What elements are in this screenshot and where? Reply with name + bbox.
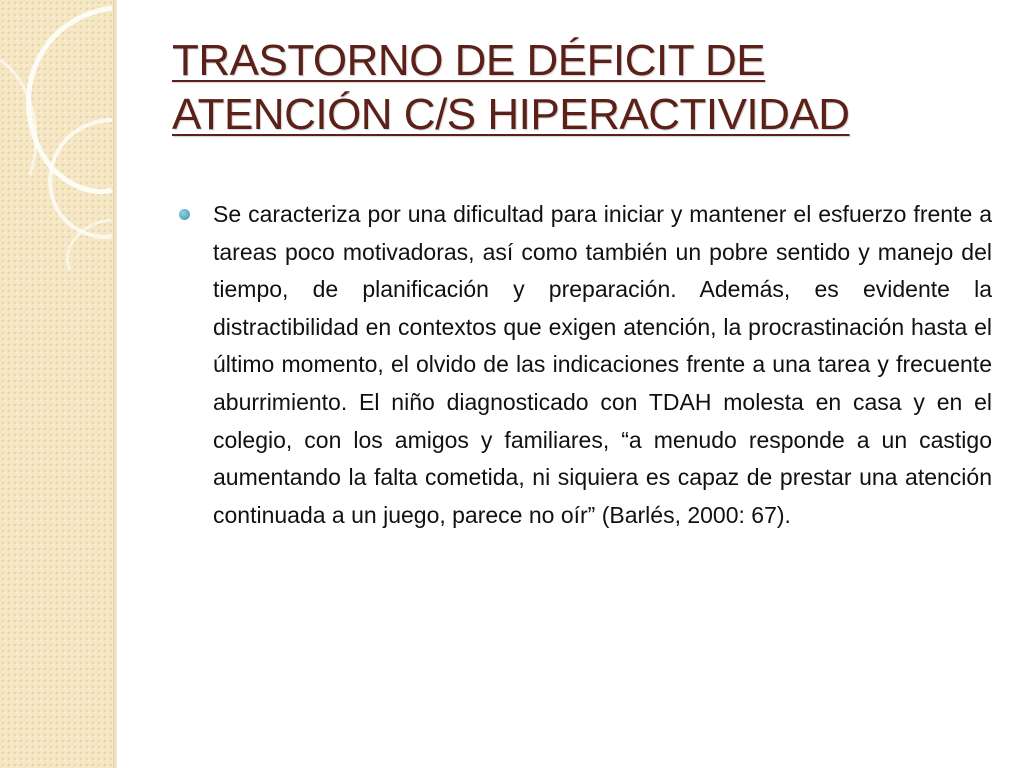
- decorative-swirl-graphic: [0, 0, 117, 768]
- slide-title-line-1: TRASTORNO DE DÉFICIT DE: [172, 36, 766, 85]
- slide-title: [172, 34, 1002, 142]
- slide-body: [176, 196, 992, 534]
- bullet-dot-icon: [179, 209, 190, 220]
- bullet-text: Se caracteriza por una dificultad para iniciar y mantener el esfuerzo frente a tareas poco motivadoras, así como también un pobre sentido y manejo del tiempo, de planificación y preparación. Además, es evidente la distractibilidad en contextos que exigen atención, la procrastinación hasta el último momento, el olvido de las indicaciones frente a una tarea y frecuente aburrimiento. El niño diagnosticado con TDAH molesta en casa y en el colegio, con los amigos y familiares, “a menudo responde a un castigo aumentando la falta cometida, ni siquiera es capaz de prestar una atención continuada a un juego, parece no oír” (Barlés, 2000: 67).: [213, 201, 992, 528]
- slide-title-line-2: ATENCIÓN C/S HIPERACTIVIDAD: [172, 90, 850, 139]
- bullet-item: [176, 196, 992, 534]
